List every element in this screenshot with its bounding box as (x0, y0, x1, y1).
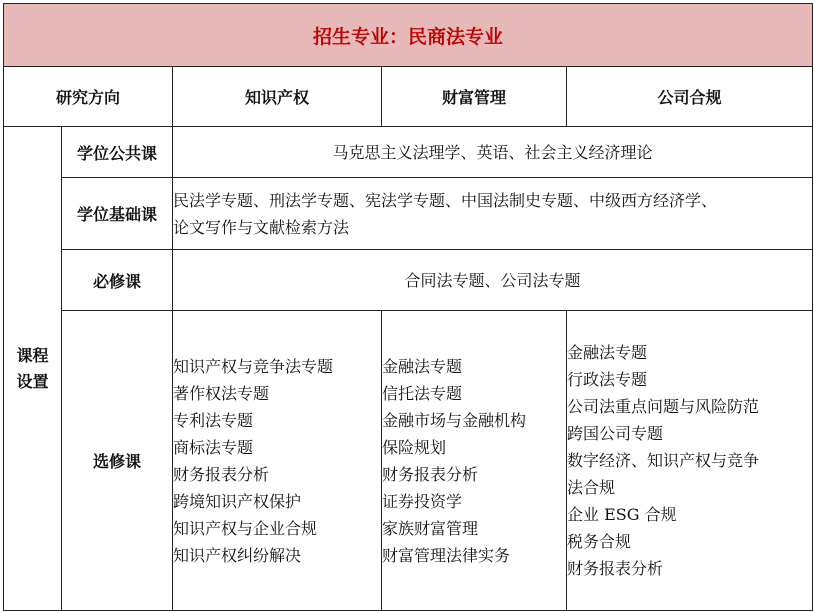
basic-course-label: 学位基础课 (62, 178, 173, 250)
list-item: 专利法专题 (173, 410, 254, 430)
page-title: 招生专业：民商法专业 (4, 4, 813, 67)
elective-compliance-list (567, 311, 813, 611)
elective-wealth-list (382, 311, 567, 611)
course-setup-label (4, 127, 62, 611)
direction-header: 研究方向 (4, 67, 173, 127)
required-course-label: 必修课 (62, 250, 173, 311)
basic-course-line: 民法学专题、刑法学专题、宪法学专题、中国法制史专题、中级西方经济学、 (173, 190, 718, 210)
direction-ip: 知识产权 (173, 67, 382, 127)
list-item: 跨境知识产权保护 (173, 491, 302, 511)
required-course-content: 合同法专题、公司法专题 (173, 250, 813, 311)
list-item: 财务报表分析 (173, 464, 270, 484)
list-item: 商标法专题 (173, 437, 254, 457)
list-item: 金融市场与金融机构 (382, 410, 527, 430)
list-item: 数字经济、知识产权与竞争 (567, 451, 760, 470)
list-item: 财富管理法律实务 (382, 545, 511, 565)
basic-course-row (4, 178, 813, 250)
elective-ip-list (173, 311, 382, 611)
list-item: 财务报表分析 (567, 559, 664, 578)
list-item: 知识产权与竞争法专题 (173, 356, 334, 376)
course-setup-label-line1: 课程 (16, 345, 49, 365)
basic-course-content (173, 178, 813, 250)
list-item: 企业 ESG 合规 (567, 505, 677, 524)
list-item: 证券投资学 (382, 491, 463, 511)
header-row (4, 67, 813, 127)
direction-compliance: 公司合规 (567, 67, 813, 127)
list-item: 知识产权纠纷解决 (173, 545, 302, 565)
curriculum-table (3, 3, 813, 611)
course-setup-label-line2: 设置 (16, 371, 49, 391)
list-item: 家族财富管理 (382, 518, 479, 538)
list-item: 税务合规 (567, 532, 632, 551)
list-item: 跨国公司专题 (567, 424, 664, 443)
elective-course-row (4, 311, 813, 611)
list-item: 知识产权与企业合规 (173, 518, 318, 538)
list-item: 金融法专题 (382, 356, 463, 376)
elective-course-label: 选修课 (62, 311, 173, 611)
list-item: 信托法专题 (382, 383, 463, 403)
basic-course-line: 论文写作与文献检索方法 (173, 217, 350, 237)
list-item: 财务报表分析 (382, 464, 479, 484)
list-item: 公司法重点问题与风险防范 (567, 397, 760, 416)
direction-wealth: 财富管理 (382, 67, 567, 127)
list-item: 金融法专题 (567, 343, 648, 362)
title-row (4, 4, 813, 67)
list-item: 保险规划 (382, 437, 447, 457)
public-course-content: 马克思主义法理学、英语、社会主义经济理论 (173, 127, 813, 178)
public-course-label: 学位公共课 (62, 127, 173, 178)
public-course-row (4, 127, 813, 178)
list-item: 著作权法专题 (173, 383, 270, 403)
required-course-row (4, 250, 813, 311)
list-item: 行政法专题 (567, 370, 648, 389)
list-item: 法合规 (567, 478, 616, 497)
